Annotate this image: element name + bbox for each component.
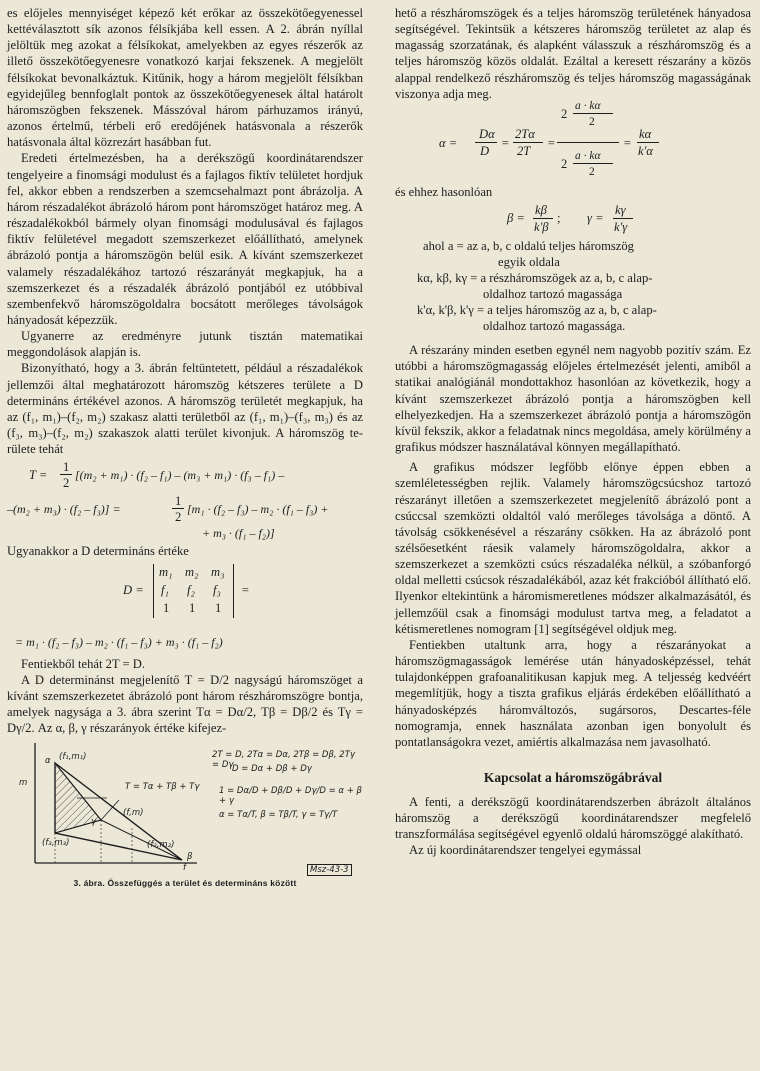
beta-gamma-equations <box>395 200 751 238</box>
paragraph: es előjeles mennyiséget képező két erőkar az összekötőegyenessel kettéválasztott sík azonos félsíkjába kell essen. A 2. ábrán nyíllal jelöltük meg azokat a félsíkokat, amelyekben az egyes részerők az illető összekötőegyenesre vonatkozó karjai fekszenek. A megjelölt félsíkokat bevonalkáztuk. Kitűnik, hogy a három megjelölt félsíkban egyidejűleg bennfoglalt pontok az összekötőegyenesek által határolt háromszögben fekszenek. Másszóval három párhuzamos irányú, azonos értelmű, térbeli erő eredőjének hatásvonala a részerők hatásvonala által közrezárt hasábban fut. <box>7 6 363 150</box>
paragraph: és ehhez hasonlóan <box>395 184 493 199</box>
definition: ahol a = az a, b, c oldalú teljes háromszög <box>423 239 634 254</box>
eq-line-a: [(m₂ + m₁) · (f₂ – f₁) – (m₃ + m₁) · (f₃ – f₁) – <box>75 468 285 483</box>
eq-half-den: 2 <box>175 510 182 525</box>
det-cell: m₃ <box>211 564 225 579</box>
frac-bar <box>557 142 619 143</box>
beta-lhs: β = <box>507 211 525 226</box>
det-lhs: D = <box>123 582 144 597</box>
definition: kα, kβ, kγ = a részháromszögek az a, b, c alap- <box>417 271 653 286</box>
two: 2 <box>561 106 568 121</box>
alpha-equation <box>395 99 751 184</box>
frac-den: 2T <box>517 143 531 158</box>
frac-num: kα <box>639 126 652 141</box>
left-column <box>7 0 363 893</box>
paragraph: Ugyanerre az eredményre jutunk tisztán matematikai meggondolások alapján is. <box>7 329 363 360</box>
inner-point-coord: (f,m) <box>123 808 144 819</box>
equals: = <box>501 135 510 150</box>
frac-den: k'β <box>534 220 549 235</box>
axis-m-label: m <box>19 778 28 789</box>
frac-den: k'α <box>638 143 653 158</box>
frac-den: D <box>480 143 490 158</box>
determinant-expansion <box>7 632 363 656</box>
figure-note: α = Tα/T, β = Tβ/T, γ = Tγ/T <box>219 810 338 821</box>
separator: ; <box>557 211 561 226</box>
two: 2 <box>589 165 595 178</box>
eq-line-b: –(m₂ + m₃) · (f₂ – f₃)] = <box>7 502 121 517</box>
paragraph: A részarány minden esetben egynél nem nagyobb pozitív szám. Ez utóbbi a háromszögmagasság előjeles értelmezését jelenti, amiből a statikai analógiánál mondottakhoz hasonlóan az következik, hogy a kívánt szemszerkezet ábrázoló pontja a háromszögben kell elhelyezkedjen. Ha a szemszerkezet ábrázoló pontja a háromszögön kívül fekszik, akkor a feladatnak nincs megoldása, amely körülmény a grafikus módszer használatával könnyen megállapítható. <box>395 343 751 455</box>
vertex-gamma-coord: (f₃,m₃) <box>42 838 70 849</box>
frac-num: a · kα <box>575 99 601 112</box>
paragraph: A D determinánst megjelenítő T = D/2 nagyságú háromszöget a kívánt szemszerkezetet ábrázoló pont három részháromszögre bontja, amelyek nagysága a 3. ábra szerint Tα = Dα/2, Tβ = Dβ/2 és Tγ = Dγ/2. Az α, β, γ részarányok értéke kifejez- <box>7 672 363 736</box>
paragraph: hető a részháromszögek és a teljes háromszög területének hányadosa segítségével. Tekintsük a kétszeres háromszög területet az alap és magasság szorzatának, és alapként válasszuk a részháromszög és a teljes háromszög közös oldalát. Ezáltal a keresett részarány a közös alappal rendelkező részháromszög és teljes háromszög magasságának viszonya adja meg. <box>395 6 751 101</box>
symbol-definitions <box>395 238 751 334</box>
det-cell: m₂ <box>185 564 199 579</box>
paragraph: Eredeti értelmezésben, ha a derékszögű koordinátarendszer tengelyeire a finomsági modulust és a fajlagos fiktív telületet hordjuk fel, akkor ebben a rendszerben a szemcsehalmazt pont ábrázolja. A három részadalékot ábrázoló három pont háromszöget határoz meg. A részadalékokból bármely olyan finomsági modulusával és fajlagos fiktív felületével megadott szemszerkezet előállítható, amelynek ábrázoló pontja a háromszögön belül esik. A kívánt szemszerkezet valamely részadalékához tartozó részarányát megkapjuk, ha a szemszerkezet és a részadalék ábrázoló pontjából ez utóbbival szembenfekvő háromszögoldalra bocsátott merőleges távolságok hányadosát képezzük. <box>7 151 363 327</box>
eq-half-num: 1 <box>63 460 70 475</box>
paragraph: Ugyanakkor a D determináns értéke <box>7 544 189 559</box>
eq-line-d: + m₃ · (f₁ – f₂)] <box>202 526 275 541</box>
det-cell: 1 <box>215 600 222 615</box>
figure-note: 2T = D, 2Tα = Dα, 2Tβ = Dβ, 2Tγ = Dγ <box>212 750 355 771</box>
frac-num: a · kα <box>575 149 601 162</box>
area-sum-label: T = Tα + Tβ + Tγ <box>125 782 200 793</box>
definition: oldalhoz tartozó magassága <box>483 287 623 302</box>
vertex-alpha-coord: (f₁,m₁) <box>59 752 87 763</box>
det-cell: f₁ <box>161 582 169 597</box>
vertex-alpha: α <box>45 756 51 767</box>
eq-lhs: T = <box>29 468 48 483</box>
det-bar-right <box>233 564 234 618</box>
figure-note: D = Dα + Dβ + Dγ <box>232 764 312 775</box>
det-cell: 1 <box>163 600 170 615</box>
det-cell: f₂ <box>187 582 195 597</box>
frac-num: 2Tα <box>515 126 535 141</box>
eq-half-den: 2 <box>63 476 70 491</box>
two: 2 <box>561 156 568 171</box>
paragraph: Fentiekből tehát 2T = D. <box>21 656 146 671</box>
eq-half-num: 1 <box>175 494 182 509</box>
frac-num: kβ <box>535 203 547 218</box>
paragraph: Fentiekben utaltunk arra, hogy a részarányokat a háromszögmagasságok lemérése után hányadosképzéssel, tehát tulajdonképpen grafoanalitikusan kapjuk meg. A teljesség kedvéért megemlítjük, hogy a tiszta grafikus eljárás érdekében előállítható a hányadosképzés háromváltozós, sugársoros, Descartes-féle nomogramja, ennek használata azonban igen bonyolult és pontatlanságokra vezet, amiértis alkalmazása nem javasolható. <box>395 637 751 749</box>
axis-f-label: f <box>183 863 186 874</box>
figure-note: 1 = Dα/D + Dβ/D + Dγ/D = α + β + γ <box>219 786 362 807</box>
paragraph: A fenti, a derékszögű koordinátarendszerben ábrázolt általános háromszög a derékszögű koordinátarendszer megfelelő transzformálása segítségével egyenlő oldalú háromszöggé alakítható. <box>395 795 751 842</box>
eq-line-c: [m₁ · (f₂ – f₃) – m₂ · (f₁ – f₃) + <box>187 502 329 517</box>
det-cell: m₁ <box>159 564 173 579</box>
equals: = <box>547 135 556 150</box>
vertex-beta-coord: (f₂,m₂) <box>147 840 175 851</box>
area-equation <box>7 457 363 543</box>
section-heading: Kapcsolat a háromszögábrával <box>483 770 663 785</box>
definition: oldalhoz tartozó magassága. <box>483 319 626 334</box>
frac-num: kγ <box>615 203 626 218</box>
frac-num: Dα <box>479 126 495 141</box>
paragraph: Az új koordinátarendszer tengelyei egymással <box>409 843 642 858</box>
frac-den: k'γ <box>614 220 628 235</box>
paragraph: A grafikus módszer legfőbb előnye éppen ebben a szemléletességben rejlik. Valamely háromszögcsúcshoz tartozó részarányt illetően a szemszerkezetet megjelenítő ábrázoló pont a csúccsal szemközti oldaltól való merőleges távolsága a döntő. A távolság csökkenésével a részarány csökken. Ha az ábrázoló pont szélsőesetként ráesik valamely háromszögoldalra, akkor a szemszerkezet a szemközti csúcs részadaléka nélkül, a szóbanforgó oldal melletti csúcsok részadalékából, azaz két frakcióból állítható elő. Ilyenkor eltekintünk a háromismeretlenes módszer alkalmazásától, és jellemzőül csak a finomsági modulust tartva meg, a feladatot a kétismeretlenes nomogram [1] segítségével oldjuk meg. <box>395 460 751 636</box>
det-cell: f₃ <box>213 582 221 597</box>
vertex-gamma: γ <box>91 817 97 828</box>
definition: egyik oldala <box>498 255 560 270</box>
paragraph: Bizonyítható, hogy a 3. ábrán feltüntetett, például a részadalékok jellemzői által meghatározott háromszög kétszeres területe a D determináns értékével azonos. A háromszög területét megkapjuk, ha az (f₁, m₁)–(f₂, m₂) szakasz alatti területből az (f₁, m₁)–(f₃, m₃) és az (f₃, m₃)–(f₂, m₂) szakaszok alatti terület kivonjuk. A háromszög területe tehát <box>7 361 363 457</box>
det-rhs: = <box>241 582 250 597</box>
right-column <box>395 0 751 859</box>
figure-caption: 3. ábra. Összefüggés a terület és determináns között <box>73 878 297 889</box>
det-expand: = m₁ · (f₂ – f₃) – m₂ · (f₁ – f₃) + m₃ · (f₁ – f₂) <box>15 634 223 649</box>
definition: k'α, k'β, k'γ = a teljes háromszög az a, b, c alap- <box>417 303 657 318</box>
equals: = <box>623 135 632 150</box>
figure-3 <box>7 738 363 893</box>
determinant <box>7 560 363 632</box>
two: 2 <box>589 115 595 128</box>
gamma-lhs: γ = <box>587 211 604 226</box>
figure-ref: Msz-43-3 <box>307 864 352 876</box>
det-cell: 1 <box>189 600 196 615</box>
vertex-beta: β <box>187 852 193 863</box>
det-bar-left <box>153 564 154 618</box>
alpha-lhs: α = <box>439 135 458 150</box>
